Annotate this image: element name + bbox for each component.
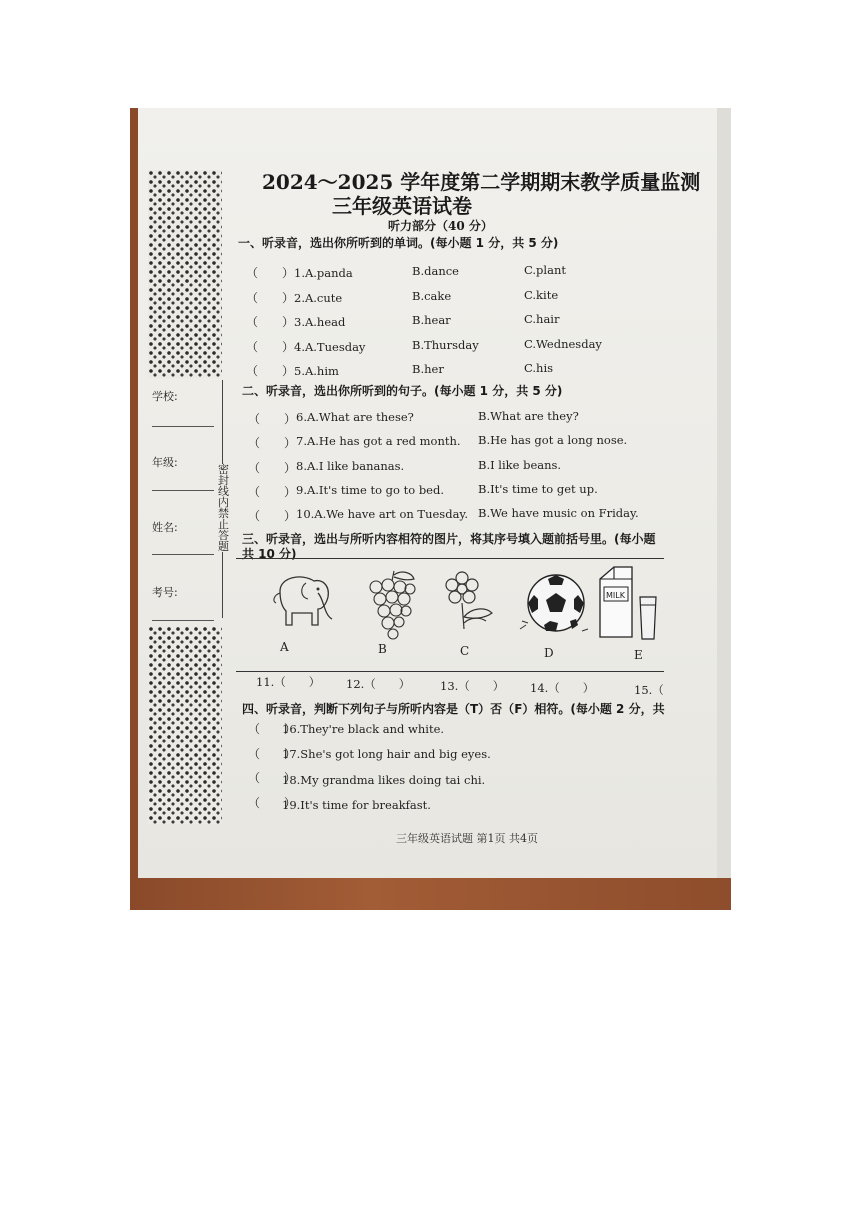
grade-label: 年级: bbox=[152, 456, 178, 469]
option-a: 7.A.He has got a red month. bbox=[296, 434, 461, 449]
picture-label: A bbox=[280, 640, 289, 654]
answer-blank[interactable]: （ ） bbox=[246, 315, 295, 329]
answer-blank[interactable]: （ ） bbox=[248, 436, 297, 451]
option-b: B.We have music on Friday. bbox=[478, 506, 639, 521]
milk-carton-text: MILK bbox=[606, 591, 625, 600]
option-a: 1.A.panda bbox=[294, 266, 353, 280]
statement: 18.My grandma likes doing tai chi. bbox=[282, 772, 486, 787]
answer-blank[interactable]: （ ） bbox=[248, 460, 297, 475]
statement: 17.She's got long hair and big eyes. bbox=[282, 747, 491, 762]
section-3-title-cont: 共 10 分) bbox=[242, 547, 297, 561]
option-a: 4.A.Tuesday bbox=[294, 339, 366, 354]
answer-blank[interactable]: （ ） bbox=[246, 339, 295, 354]
picture-answer-blank[interactable]: 14.（ ） bbox=[530, 681, 595, 695]
picture-label: E bbox=[634, 648, 643, 662]
answer-blank[interactable]: （ ） bbox=[246, 266, 295, 280]
elephant-icon bbox=[266, 569, 336, 635]
answer-blank[interactable]: （ ） bbox=[248, 484, 297, 499]
option-c: C.his bbox=[524, 361, 554, 375]
option-b: B.dance bbox=[412, 264, 459, 278]
number-field[interactable] bbox=[152, 620, 214, 621]
option-a: 6.A.What are these? bbox=[296, 410, 414, 424]
exam-title: 2024～2025 学年度第二学期期末教学质量监测 bbox=[262, 170, 701, 194]
option-b: B.her bbox=[412, 362, 444, 376]
flower-icon bbox=[440, 569, 506, 633]
option-a: 8.A.I like bananas. bbox=[296, 458, 405, 473]
option-c: C.kite bbox=[524, 287, 559, 302]
picture-answer-blank[interactable]: 11.（ ） bbox=[256, 675, 321, 689]
answer-blank[interactable]: （ ） bbox=[248, 746, 297, 761]
name-label: 姓名: bbox=[152, 521, 178, 534]
picture-answer-blank[interactable]: 15.（ bbox=[634, 683, 676, 697]
page-footer: 三年级英语试题 第1页 共4页 bbox=[396, 832, 538, 845]
answer-blank[interactable]: （ ） bbox=[248, 509, 297, 524]
option-c: C.plant bbox=[524, 263, 566, 277]
school-label: 学校: bbox=[152, 390, 178, 403]
option-a: 3.A.head bbox=[294, 315, 346, 329]
statement: 16.They're black and white. bbox=[282, 722, 445, 736]
answer-blank[interactable]: （ ） bbox=[248, 722, 297, 736]
school-field[interactable] bbox=[152, 426, 214, 427]
picture-label: C bbox=[460, 644, 470, 658]
picture-label: D bbox=[544, 646, 554, 660]
answer-blank[interactable]: （ ） bbox=[246, 290, 295, 305]
seal-warning: 密封线内禁止答题 bbox=[218, 463, 229, 553]
exam-subtitle: 三年级英语试卷 bbox=[332, 194, 472, 218]
answer-blank[interactable]: （ ） bbox=[248, 412, 297, 426]
next-page-edge bbox=[717, 108, 731, 878]
option-c: C.hair bbox=[524, 312, 560, 326]
section-4-title: 四、听录音，判断下列句子与所听内容是（T）否（F）相符。(每小题 2 分，共 bbox=[242, 702, 665, 716]
option-b: B.Thursday bbox=[412, 337, 479, 352]
section-3-title: 三、听录音，选出与所听内容相符的图片，将其序号填入题前括号里。(每小题 bbox=[242, 532, 656, 546]
option-b: B.hear bbox=[412, 313, 451, 327]
grade-field[interactable] bbox=[152, 490, 214, 491]
football-icon bbox=[518, 569, 590, 639]
option-a: 2.A.cute bbox=[294, 290, 343, 305]
exam-paper bbox=[138, 108, 731, 878]
option-a: 5.A.him bbox=[294, 364, 339, 378]
answer-blank[interactable]: （ ） bbox=[246, 364, 295, 378]
option-b: B.I like beans. bbox=[478, 457, 562, 472]
option-b: B.He has got a long nose. bbox=[478, 433, 628, 448]
option-a: 10.A.We have art on Tuesday. bbox=[296, 507, 469, 522]
grapes-icon bbox=[364, 569, 420, 647]
binding-pattern-top bbox=[148, 170, 222, 378]
option-b: B.What are they? bbox=[478, 409, 579, 423]
answer-blank[interactable]: （ ） bbox=[248, 771, 297, 785]
option-a: 9.A.It's time to go to bed. bbox=[296, 482, 445, 497]
option-b: B.It's time to get up. bbox=[478, 481, 598, 496]
binding-pattern-bottom bbox=[148, 626, 222, 824]
name-field[interactable] bbox=[152, 554, 214, 555]
statement: 19.It's time for breakfast. bbox=[282, 797, 431, 812]
part-heading: 听力部分（40 分） bbox=[388, 219, 493, 233]
option-c: C.Wednesday bbox=[524, 336, 602, 351]
option-b: B.cake bbox=[412, 288, 452, 303]
picture-answer-blank[interactable]: 12.（ ） bbox=[346, 677, 411, 691]
picture-answer-blank[interactable]: 13.（ ） bbox=[440, 679, 505, 693]
picture-box bbox=[236, 558, 664, 672]
picture-label: B bbox=[378, 642, 387, 656]
answer-blank[interactable]: （ ） bbox=[248, 795, 297, 810]
milk-icon bbox=[596, 565, 662, 645]
number-label: 考号: bbox=[152, 586, 178, 599]
section-2-title: 二、听录音，选出你所听到的句子。(每小题 1 分，共 5 分) bbox=[242, 384, 563, 398]
photo-background bbox=[130, 108, 731, 910]
section-1-title: 一、听录音，选出你所听到的单词。(每小题 1 分，共 5 分) bbox=[238, 236, 559, 250]
